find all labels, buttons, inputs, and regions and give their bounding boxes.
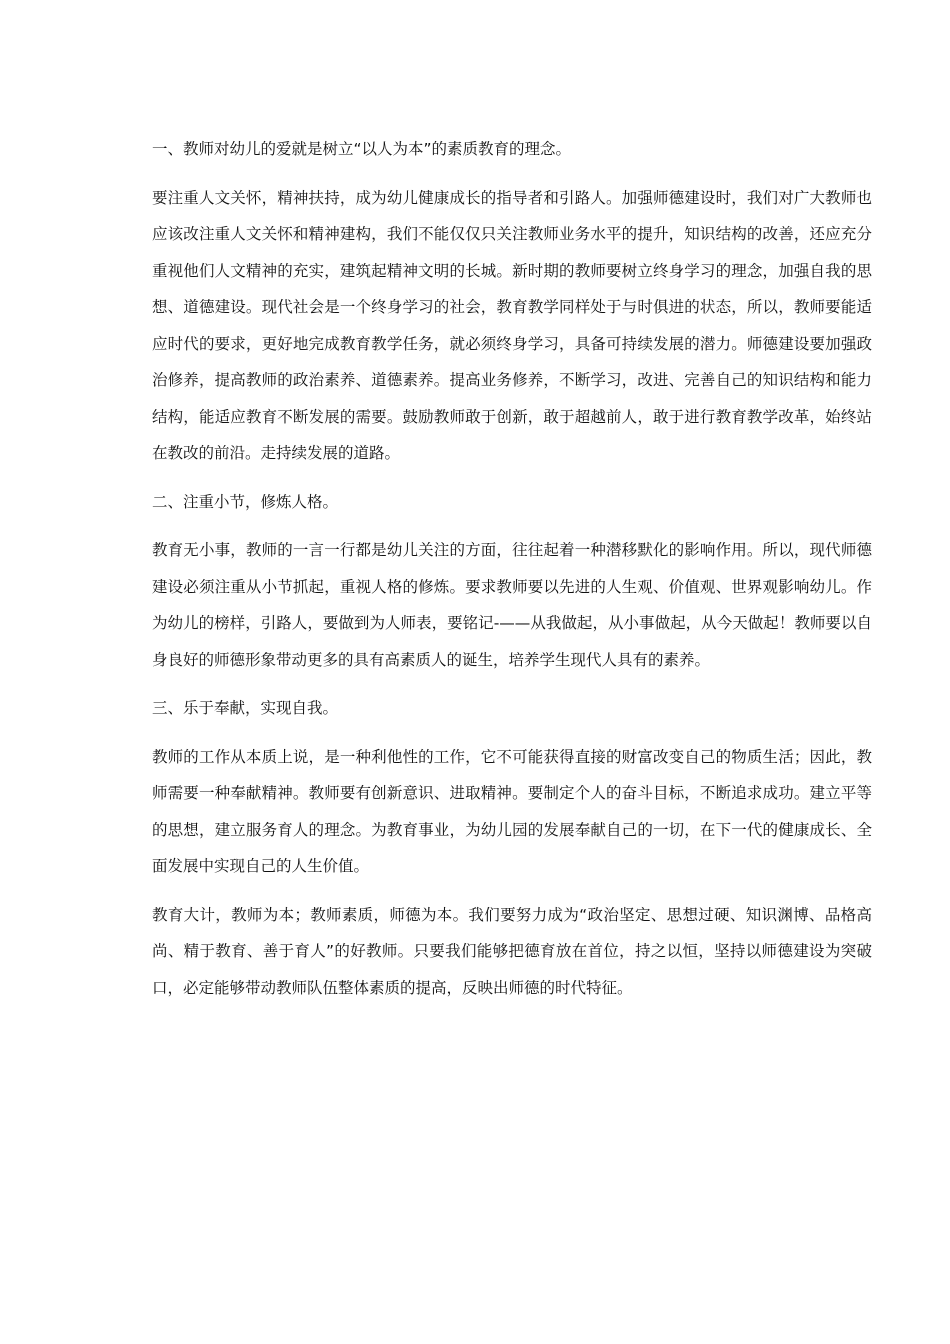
section-2-paragraph: 教育无小事，教师的一言一行都是幼儿关注的方面，往往起着一种潜移默化的影响作用。所以，现代师德建设必须注重从小节抓起，重视人格的修炼。要求教师要以先进的人生观、价值观、世界观影响幼儿。作为幼儿的榜样，引路人，要做到为人师表，要铭记-——从我做起，从小事做起，从今天做起！教师要以自身良好的师德形象带动更多的具有高素质人的诞生，培养学生现代人具有的素养。 — [152, 541, 872, 669]
section-heading-3: 三、乐于奉献，实现自我。 — [152, 699, 339, 717]
section-heading-1: 一、教师对幼儿的爱就是树立“以人为本”的素质教育的理念。 — [152, 140, 572, 158]
section-3-paragraph: 教师的工作从本质上说，是一种利他性的工作，它不可能获得直接的财富改变自己的物质生活；因此，教师需要一种奉献精神。教师要有创新意识、进取精神。要制定个人的奋斗目标，不断追求成功。建立平等的思想，建立服务育人的理念。为教育事业，为幼儿园的发展奉献自己的一切，在下一代的健康成长、全面发展中实现自己的人生价值。 — [152, 747, 872, 875]
closing-paragraph: 教育大计，教师为本；教师素质，师德为本。我们要努力成为“政治坚定、思想过硬、知识渊博、品格高尚、精于教育、善于育人”的好教师。只要我们能够把德育放在首位，持之以恒，坚持以师德建设为突破口，必定能够带动教师队伍整体素质的提高，反映出师德的时代特征。 — [152, 905, 872, 997]
section-1-paragraph: 要注重人文关怀，精神扶持，成为幼儿健康成长的指导者和引路人。加强师德建设时，我们对广大教师也应该改注重人文关怀和精神建构，我们不能仅仅只关注教师业务水平的提升，知识结构的改善，还应充分重视他们人文精神的充实，建筑起精神文明的长城。新时期的教师要树立终身学习的理念，加强自我的思想、道德建设。现代社会是一个终身学习的社会，教育教学同样处于与时俱进的状态，所以，教师要能适应时代的要求，更好地完成教育教学任务，就必须终身学习，具备可持续发展的潜力。师德建设要加强政治修养，提高教师的政治素养、道德素养。提高业务修养，不断学习，改进、完善自己的知识结构和能力结构，能适应教育不断发展的需要。鼓励教师敢于创新，敢于超越前人，敢于进行教育教学改革，始终站在教改的前沿。走持续发展的道路。 — [152, 188, 872, 462]
document-page — [152, 131, 872, 1018]
section-heading-2: 二、注重小节，修炼人格。 — [152, 492, 339, 511]
